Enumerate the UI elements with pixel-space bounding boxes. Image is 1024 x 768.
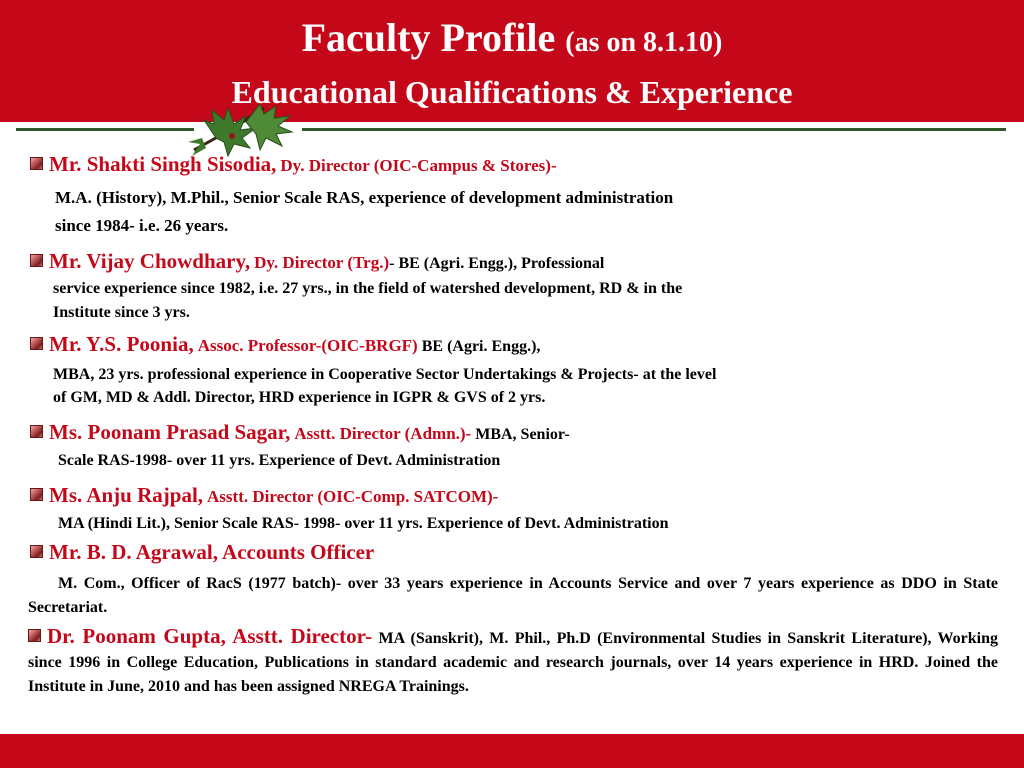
title-main: Faculty Profile: [301, 15, 556, 60]
entry-3-inline: BE (Agri. Engg.),: [421, 338, 541, 355]
entry-2-line-2: Institute since 3 yrs.: [53, 304, 190, 321]
divider-right: [302, 128, 1006, 131]
entry-5-name: Ms. Anju Rajpal,: [49, 483, 204, 507]
entry-6-paragraph: M. Com., Officer of RacS (1977 batch)- over 33 years experience in Accounts Service and over 7 years experience as DDO in State Secretariat.: [28, 575, 998, 616]
entry-7-block: [28, 624, 998, 699]
entry-6-heading: [30, 540, 374, 565]
square-bullet-icon: [30, 545, 43, 558]
entry-2-line-1: service experience since 1982, i.e. 27 yrs., in the field of watershed development, RD & in the: [53, 280, 683, 297]
entry-4-heading: [30, 420, 570, 445]
square-bullet-icon: [30, 254, 43, 267]
entry-2-inline: - BE (Agri. Engg.), Professional: [389, 255, 605, 272]
entry-4-inline: MBA, Senior-: [475, 426, 570, 443]
entry-1-line-1: M.A. (History), M.Phil., Senior Scale RAS, experience of development administration: [55, 188, 674, 207]
entry-7-paragraph: MA (Sanskrit), M. Phil., Ph.D (Environmental Studies in Sanskrit Literature), Working since 1996 in College Education, Publications in standard academic and research journals, over 14 years experience in HRD. Joined the Institute in June, 2010 and has been assigned NREGA Trainings.: [28, 630, 999, 695]
square-bullet-icon: [30, 337, 43, 350]
entry-1-line-2: since 1984- i.e. 26 years.: [55, 216, 229, 235]
entry-4-name: Ms. Poonam Prasad Sagar,: [49, 420, 291, 444]
entry-5-designation: Asstt. Director (OIC-Comp. SATCOM)-: [207, 487, 499, 506]
square-bullet-icon: [30, 425, 43, 438]
entry-7-name: Dr. Poonam Gupta, Asstt. Director-: [47, 624, 373, 648]
entry-3-line-2: of GM, MD & Addl. Director, HRD experience in IGPR & GVS of 2 yrs.: [53, 389, 546, 406]
entry-4-designation: Asstt. Director (Admn.)-: [294, 424, 472, 443]
entry-1-name: Mr. Shakti Singh Sisodia,: [49, 152, 277, 176]
entry-3-heading: [30, 332, 540, 357]
square-bullet-icon: [28, 629, 41, 642]
entry-3-designation: Assoc. Professor-(OIC-BRGF): [197, 336, 418, 355]
entry-3-name: Mr. Y.S. Poonia,: [49, 332, 194, 356]
page-title: [0, 14, 1024, 67]
page-subtitle: Educational Qualifications & Experience: [231, 74, 793, 110]
title-date: (as on 8.1.10): [565, 27, 723, 58]
entry-5-line-1: MA (Hindi Lit.), Senior Scale RAS- 1998- over 11 yrs. Experience of Devt. Administration: [58, 515, 669, 532]
square-bullet-icon: [30, 157, 43, 170]
footer-band: [0, 734, 1024, 768]
header-band: [0, 0, 1024, 122]
entry-1-designation: Dy. Director (OIC-Campus & Stores)-: [280, 156, 557, 175]
square-bullet-icon: [30, 488, 43, 501]
entry-4-line-1: Scale RAS-1998- over 11 yrs. Experience of Devt. Administration: [58, 452, 501, 469]
entry-2-designation: Dy. Director (Trg.): [254, 253, 390, 272]
entry-2-heading: [30, 249, 604, 274]
entry-5-heading: [30, 483, 498, 508]
entry-1-heading: [30, 152, 557, 177]
entry-2-name: Mr. Vijay Chowdhary,: [49, 249, 251, 273]
entry-3-line-1: MBA, 23 yrs. professional experience in Cooperative Sector Undertakings & Projects- at the level: [53, 366, 717, 383]
entry-6-name: Mr. B. D. Agrawal, Accounts Officer: [49, 540, 375, 564]
divider-left: [16, 128, 194, 131]
